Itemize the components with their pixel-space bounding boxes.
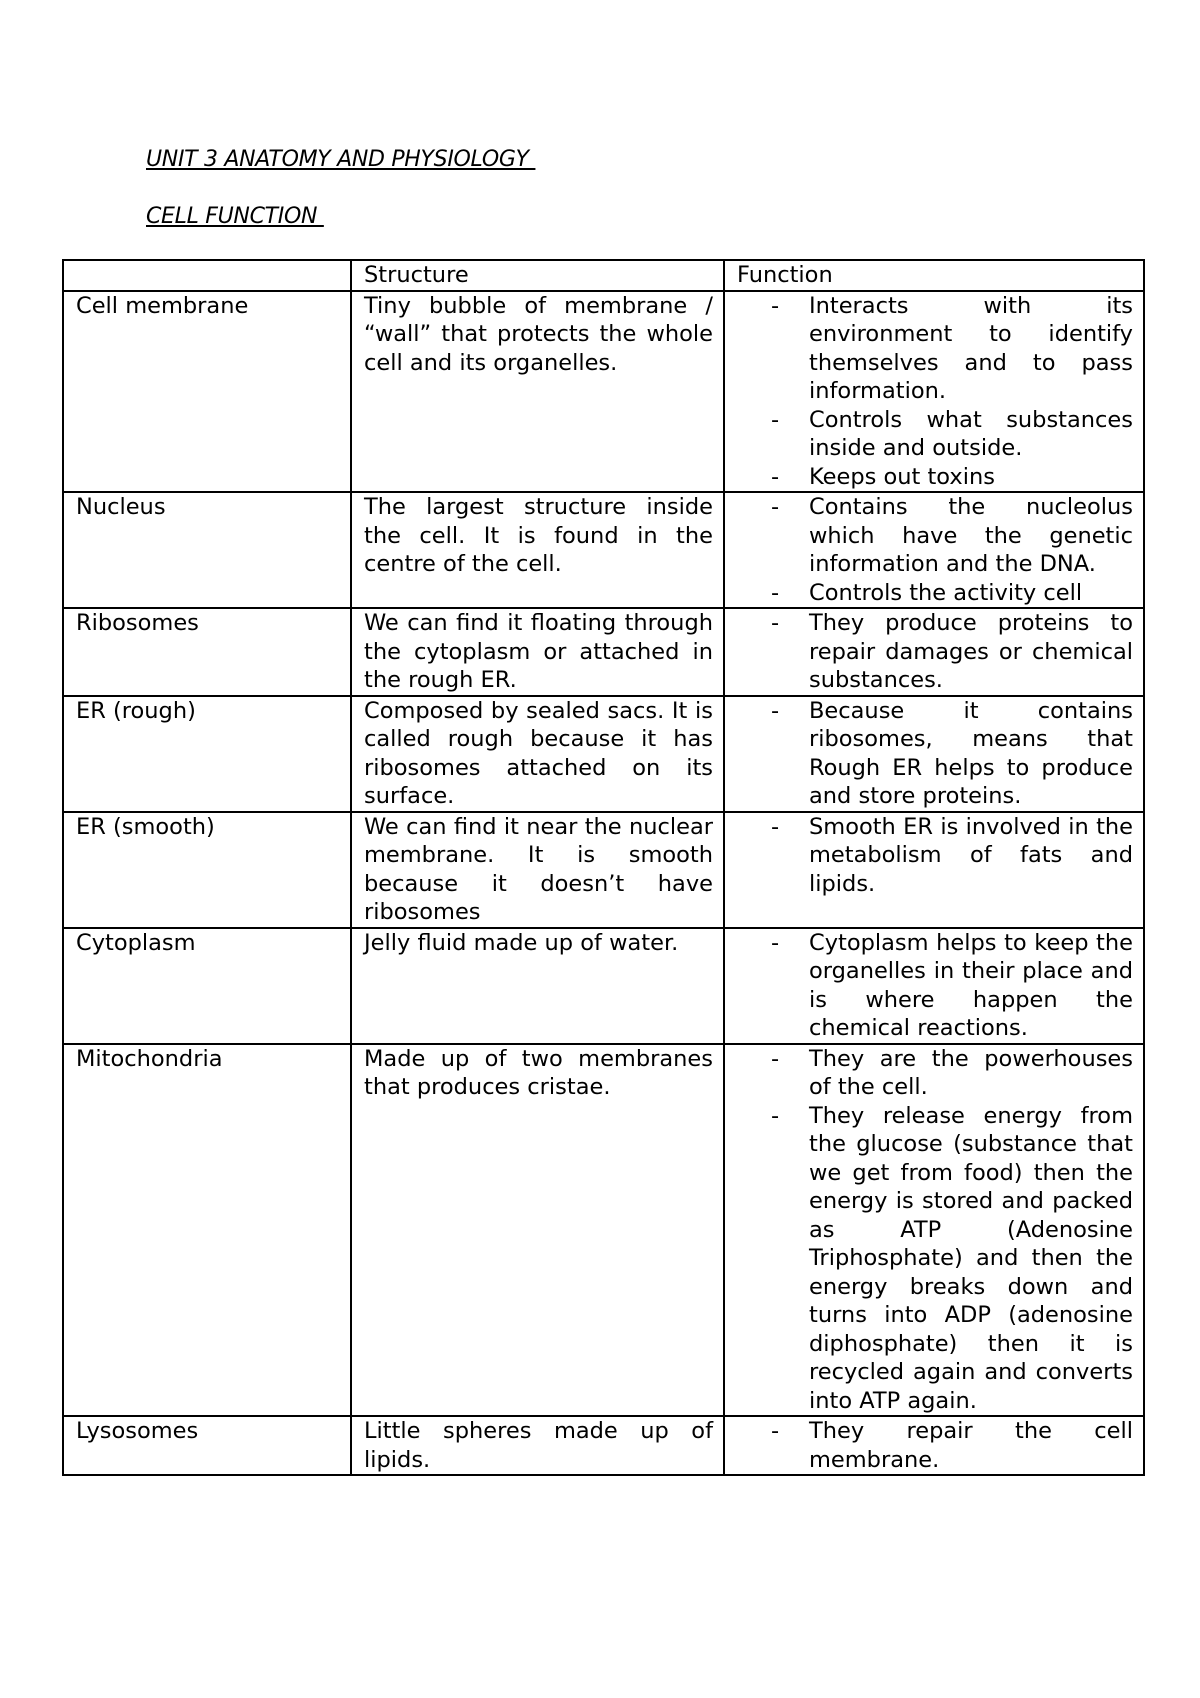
bullet-dash: - bbox=[771, 1045, 780, 1072]
organelle-structure: Little spheres made up of lipids. bbox=[351, 1416, 724, 1475]
organelle-name: Cytoplasm bbox=[63, 928, 351, 1044]
function-text: Contains the nucleolus which have the genetic information and the DNA. bbox=[809, 494, 1133, 577]
organelle-name: ER (smooth) bbox=[63, 812, 351, 928]
header-cell-structure: Structure bbox=[351, 260, 724, 291]
organelle-function bbox=[724, 608, 1144, 696]
function-item bbox=[725, 1045, 1133, 1102]
organelle-structure: The largest structure inside the cell. It is found in the centre of the cell. bbox=[351, 492, 724, 608]
bullet-dash: - bbox=[771, 406, 780, 433]
function-list bbox=[725, 1045, 1133, 1416]
organelle-structure: We can find it near the nuclear membrane. It is smooth because it doesn’t have ribosomes bbox=[351, 812, 724, 928]
bullet-dash: - bbox=[771, 697, 780, 724]
unit-title: UNIT 3 ANATOMY AND PHYSIOLOGY bbox=[146, 147, 536, 172]
organelle-function bbox=[724, 1044, 1144, 1417]
organelle-name: Lysosomes bbox=[63, 1416, 351, 1475]
organelle-function bbox=[724, 812, 1144, 928]
table-row bbox=[63, 928, 1144, 1044]
function-text: Because it contains ribosomes, means that Rough ER helps to produce and store proteins. bbox=[809, 697, 1133, 809]
section-title: CELL FUNCTION bbox=[146, 204, 324, 229]
function-list bbox=[725, 292, 1133, 492]
table-row bbox=[63, 1044, 1144, 1417]
organelle-function bbox=[724, 928, 1144, 1044]
function-text: They repair the cell membrane. bbox=[809, 1418, 1133, 1473]
function-item bbox=[725, 1102, 1133, 1416]
organelle-structure: We can find it floating through the cytoplasm or attached in the rough ER. bbox=[351, 608, 724, 696]
bullet-dash: - bbox=[771, 494, 780, 520]
function-item bbox=[725, 697, 1133, 811]
bullet-dash: - bbox=[771, 292, 780, 319]
organelle-name: ER (rough) bbox=[63, 696, 351, 812]
function-list bbox=[725, 813, 1133, 899]
organelle-function bbox=[724, 696, 1144, 812]
function-text: Smooth ER is involved in the metabolism of fats and lipids. bbox=[809, 813, 1133, 897]
function-list bbox=[725, 493, 1133, 607]
function-item bbox=[725, 579, 1133, 608]
bullet-dash: - bbox=[771, 463, 780, 490]
function-item bbox=[725, 1417, 1133, 1474]
function-text: Controls what substances inside and outside. bbox=[809, 406, 1133, 461]
function-list bbox=[725, 929, 1133, 1043]
bullet-dash: - bbox=[771, 929, 780, 956]
function-item bbox=[725, 292, 1133, 406]
organelle-structure: Composed by sealed sacs. It is called rough because it has ribosomes attached on its surface. bbox=[351, 696, 724, 812]
function-text: Cytoplasm helps to keep the organelles in their place and is where happen the chemical reactions. bbox=[809, 929, 1133, 1041]
function-text: They release energy from the glucose (substance that we get from food) then the energy is stored and packed as ATP (Adenosine Triphosphate) and then the energy breaks down and turns into ADP (adenosine diphosphate) then it is recycled again and converts into ATP again. bbox=[809, 1102, 1133, 1414]
function-item bbox=[725, 609, 1133, 695]
organelle-name: Nucleus bbox=[63, 492, 351, 608]
function-list bbox=[725, 609, 1133, 695]
function-item bbox=[725, 813, 1133, 899]
function-text: They are the powerhouses of the cell. bbox=[809, 1045, 1133, 1100]
organelle-function bbox=[724, 492, 1144, 608]
bullet-dash: - bbox=[771, 579, 780, 606]
table-row bbox=[63, 608, 1144, 696]
function-list bbox=[725, 1417, 1133, 1474]
table-row bbox=[63, 696, 1144, 812]
function-list bbox=[725, 697, 1133, 811]
header-cell-function: Function bbox=[724, 260, 1144, 291]
header-cell-organelle bbox=[63, 260, 351, 291]
bullet-dash: - bbox=[771, 813, 780, 840]
table-row bbox=[63, 812, 1144, 928]
organelle-structure: Made up of two membranes that produces cristae. bbox=[351, 1044, 724, 1417]
table-row bbox=[63, 1416, 1144, 1475]
function-text: Interacts with its environment to identify themselves and to pass information. bbox=[809, 292, 1133, 404]
organelle-name: Cell membrane bbox=[63, 291, 351, 493]
organelle-function bbox=[724, 1416, 1144, 1475]
organelle-structure: Tiny bubble of membrane / “wall” that protects the whole cell and its organelles. bbox=[351, 291, 724, 493]
function-item bbox=[725, 463, 1133, 492]
table-row bbox=[63, 492, 1144, 608]
function-text: Keeps out toxins bbox=[809, 463, 995, 490]
table-header-row bbox=[63, 260, 1144, 291]
function-item bbox=[725, 406, 1133, 463]
cell-function-table bbox=[62, 259, 1145, 1476]
bullet-dash: - bbox=[771, 1418, 780, 1444]
bullet-dash: - bbox=[771, 610, 780, 636]
function-item bbox=[725, 929, 1133, 1043]
organelle-structure: Jelly fluid made up of water. bbox=[351, 928, 724, 1044]
organelle-function bbox=[724, 291, 1144, 493]
organelle-name: Ribosomes bbox=[63, 608, 351, 696]
bullet-dash: - bbox=[771, 1102, 780, 1129]
function-text: They produce proteins to repair damages or chemical substances. bbox=[809, 610, 1133, 693]
organelle-name: Mitochondria bbox=[63, 1044, 351, 1417]
table-row bbox=[63, 291, 1144, 493]
function-item bbox=[725, 493, 1133, 579]
function-text: Controls the activity cell bbox=[809, 579, 1083, 606]
